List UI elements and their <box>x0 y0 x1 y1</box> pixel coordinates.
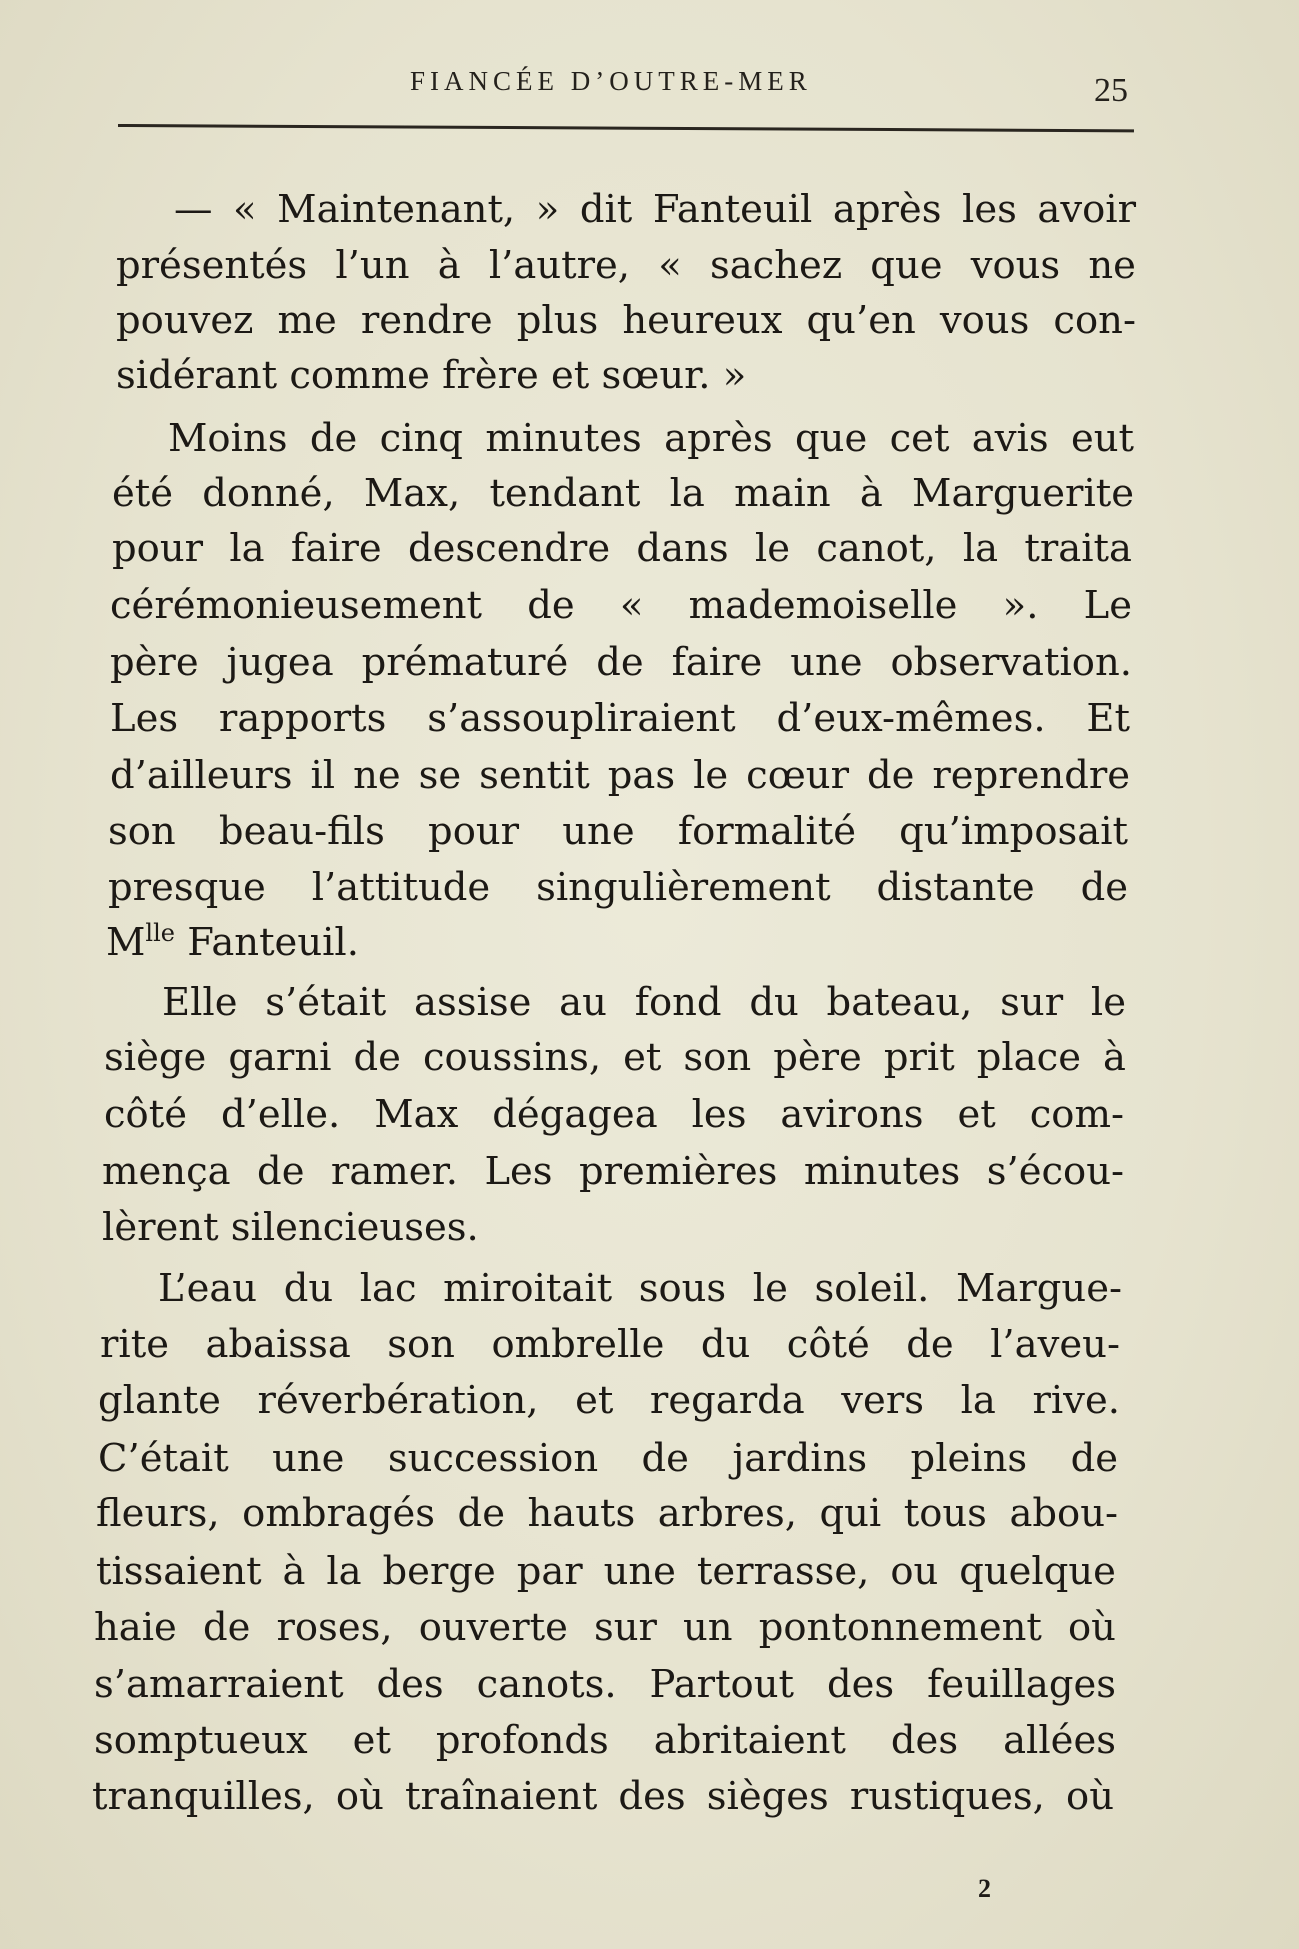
text-line: tranquilles, où traînaient des sièges rustiques, où <box>92 1774 1115 1819</box>
text-line: rite abaissa son ombrelle du côté de l’aveu- <box>100 1322 1120 1367</box>
text-line: Elle s’était assise au fond du bateau, sur le <box>162 980 1127 1025</box>
text-line: haie de roses, ouverte sur un pontonnement où <box>94 1605 1116 1650</box>
text-line: C’était une succession de jardins pleins de <box>98 1436 1118 1481</box>
text-line: siège garni de coussins, et son père prit place à <box>104 1035 1126 1080</box>
text-line: somptueux et profonds abritaient des allées <box>94 1718 1116 1763</box>
text-line: — « Maintenant, » dit Fanteuil après les avoir <box>174 187 1137 232</box>
text-line: son beau-fils pour une formalité qu’imposait <box>108 809 1129 854</box>
signature-mark: 2 <box>978 1874 991 1903</box>
text-line: presque l’attitude singulièrement distante de <box>108 865 1128 910</box>
text-line: présentés l’un à l’autre, « sachez que vous ne <box>116 243 1136 288</box>
text-line: mença de ramer. Les premières minutes s’écou- <box>102 1149 1125 1194</box>
text-line: côté d’elle. Max dégagea les avirons et com- <box>104 1092 1124 1137</box>
page-number: 25 <box>1094 72 1128 109</box>
text-line: lèrent silencieuses. <box>102 1205 479 1250</box>
text-line: tissaient à la berge par une terrasse, ou quelque <box>96 1549 1116 1594</box>
text-line: d’ailleurs il ne se sentit pas le cœur de reprendre <box>110 753 1131 798</box>
text-line: Moins de cinq minutes après que cet avis eut <box>168 416 1134 461</box>
text-line: Les rapports s’assoupliraient d’eux-mêmes. Et <box>110 696 1130 741</box>
text-line: s’amarraient des canots. Partout des feuillages <box>94 1662 1117 1707</box>
text-line: $M^{lle}$ Fanteuil. <box>106 919 359 965</box>
text-line: cérémonieusement de « mademoiselle ». Le <box>110 583 1133 628</box>
text-line: père jugea prématuré de faire une observation. <box>110 640 1132 685</box>
text-line: pouvez me rendre plus heureux qu’en vous con- <box>116 298 1136 343</box>
text-line: fleurs, ombragés de hauts arbres, qui tous abou- <box>96 1491 1119 1536</box>
text-line: sidérant comme frère et sœur. » <box>116 353 747 398</box>
text-line: L’eau du lac miroitait sous le soleil. Margue- <box>158 1266 1122 1311</box>
text-line: été donné, Max, tendant la main à Marguerite <box>112 471 1135 516</box>
text-line: pour la faire descendre dans le canot, la traita <box>112 526 1132 571</box>
text-line: glante réverbération, et regarda vers la rive. <box>98 1378 1120 1423</box>
running-title: FIANCÉE D’OUTRE-MER <box>410 66 812 96</box>
